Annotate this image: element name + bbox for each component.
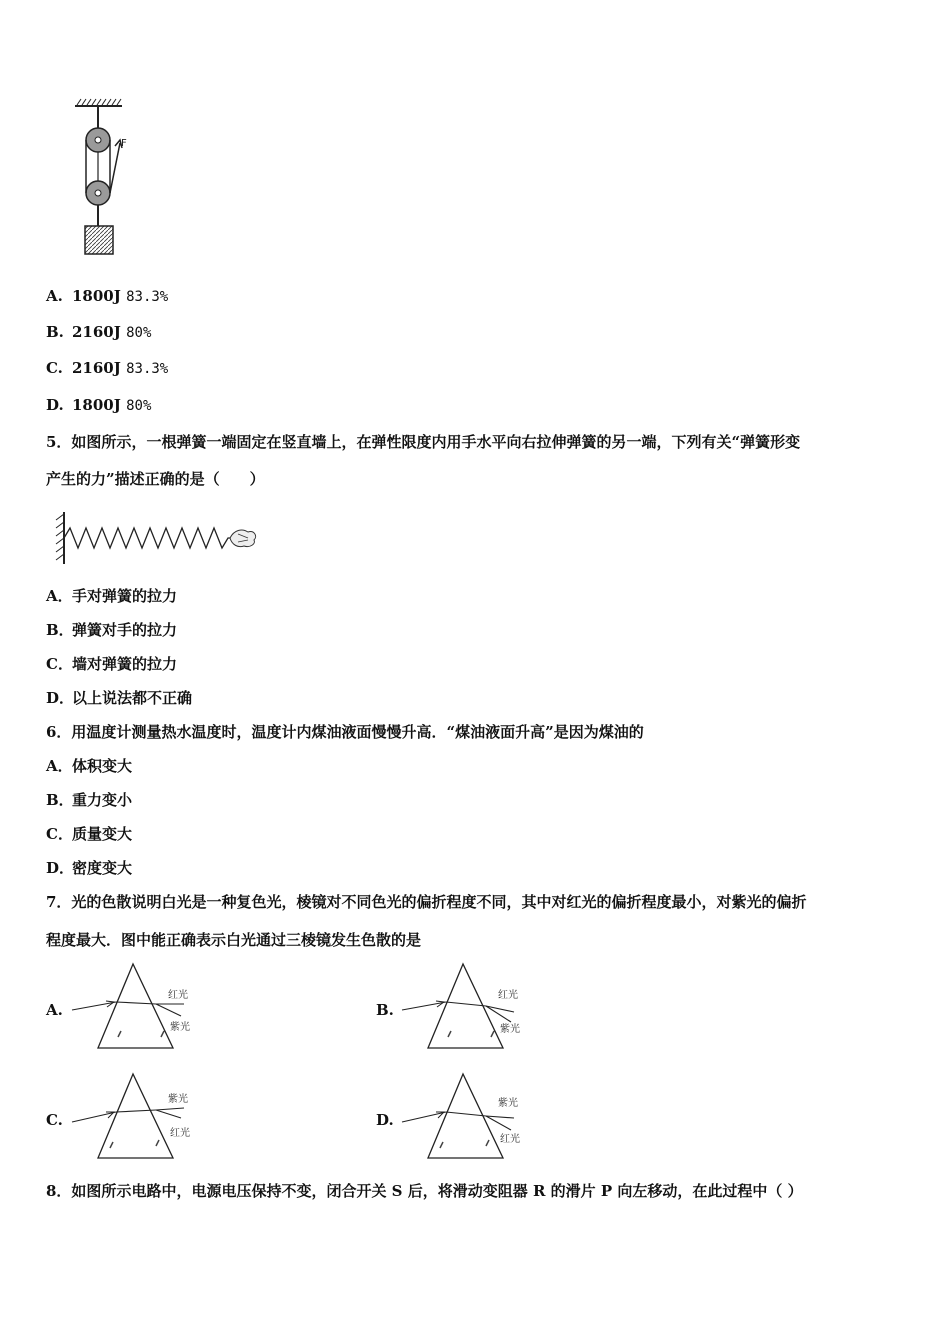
- q6-option-d[interactable]: D．密度变大: [46, 859, 133, 877]
- q7-option-d-prism[interactable]: [396, 1070, 536, 1164]
- q5-option-b[interactable]: B．弹簧对手的拉力: [46, 621, 178, 639]
- q7-option-c-letter[interactable]: C.: [46, 1111, 63, 1129]
- weight-block: [85, 226, 113, 254]
- svg-text:紫光: 紫光: [498, 1098, 518, 1109]
- q7-option-d-letter[interactable]: D.: [376, 1111, 394, 1129]
- q5-option-c[interactable]: C．墙对弹簧的拉力: [46, 655, 178, 673]
- svg-text:红光: 红光: [500, 1134, 520, 1145]
- force-label: F: [121, 138, 127, 149]
- q7-option-a-prism[interactable]: [66, 960, 206, 1054]
- q6-stem: 6．用温度计测量热水温度时，温度计内煤油液面慢慢升高．“煤油液面升高”是因为煤油的: [46, 723, 644, 741]
- svg-text:紫光: 紫光: [500, 1024, 520, 1035]
- pull-rope: [110, 143, 120, 193]
- q4-option-c[interactable]: C. 2160J 83.3%: [46, 359, 169, 377]
- svg-text:紫光: 紫光: [170, 1022, 190, 1033]
- q7-stem-line1: 7．光的色散说明白光是一种复色光，棱镜对不同色光的偏折程度不同，其中对红光的偏折程度最小，对紫光的偏折: [46, 893, 807, 911]
- pulley-figure: [60, 98, 150, 260]
- q8-stem: 8．如图所示电路中，电源电压保持不变，闭合开关 S 后，将滑动变阻器 R 的滑片 P 向左移动，在此过程中（ ）: [46, 1182, 803, 1200]
- q5-option-d[interactable]: D．以上说法都不正确: [46, 689, 193, 707]
- q7-stem-line2: 程度最大．图中能正确表示白光通过三棱镜发生色散的是: [46, 931, 422, 949]
- q5-option-a[interactable]: A．手对弹簧的拉力: [46, 587, 178, 605]
- svg-text:红光: 红光: [168, 990, 188, 1001]
- svg-text:红光: 红光: [498, 990, 518, 1001]
- svg-text:紫光: 紫光: [168, 1094, 188, 1105]
- q6-option-b[interactable]: B．重力变小: [46, 791, 133, 809]
- q7-option-b-letter[interactable]: B.: [376, 1001, 394, 1019]
- svg-text:红光: 红光: [170, 1128, 190, 1139]
- q6-option-a[interactable]: A．体积变大: [46, 757, 133, 775]
- q4-option-b[interactable]: B. 2160J 80%: [46, 323, 152, 341]
- spring: [64, 528, 234, 548]
- q4-option-a[interactable]: A. 1800J 83.3%: [46, 287, 169, 305]
- q6-option-c[interactable]: C．质量变大: [46, 825, 133, 843]
- q5-stem-line2: 产生的力”描述正确的是（ ）: [46, 470, 265, 488]
- hand-icon: [230, 530, 256, 547]
- q7-option-c-prism[interactable]: [66, 1070, 206, 1164]
- spring-figure: [52, 508, 262, 568]
- q5-stem-line1: 5．如图所示，一根弹簧一端固定在竖直墙上，在弹性限度内用手水平向右拉伸弹簧的另一端，下列有关“弹簧形变: [46, 433, 801, 451]
- q7-option-a-letter[interactable]: A.: [46, 1001, 63, 1019]
- q4-option-d[interactable]: D. 1800J 80%: [46, 396, 152, 414]
- q7-option-b-prism[interactable]: [396, 960, 536, 1054]
